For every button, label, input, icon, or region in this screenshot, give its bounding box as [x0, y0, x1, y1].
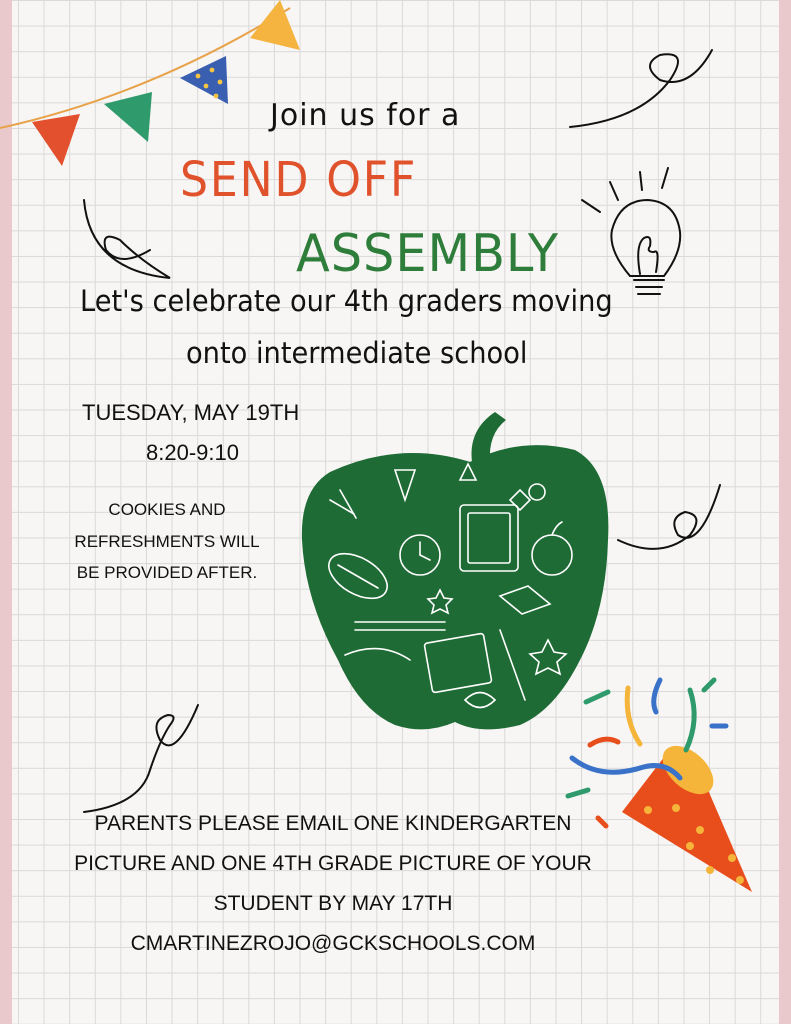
swirl-icon: [618, 485, 720, 549]
swirl-icon: [84, 705, 198, 812]
intro-text: Join us for a: [270, 98, 461, 133]
swirl-icon: [84, 200, 170, 278]
contact-email: CMARTINEZROJO@GCKSCHOOLS.COM: [130, 932, 536, 955]
subtitle-line-2: onto intermediate school: [186, 336, 528, 370]
apple-icon: [302, 412, 609, 729]
subtitle-line-1: Let's celebrate our 4th graders moving: [80, 284, 613, 318]
event-time: 8:20-9:10: [146, 440, 239, 465]
refreshments-note: COOKIES AND REFRESHMENTS WILL BE PROVIDED AFTER.: [74, 500, 260, 582]
bunting-icon: [0, 0, 300, 166]
lightbulb-icon: [582, 168, 680, 294]
swirl-icon: [570, 50, 712, 127]
parent-request-text: PARENTS PLEASE EMAIL ONE KINDERGARTEN PICTURE AND ONE 4TH GRADE PICTURE OF YOUR STUDENT BY MAY 17TH: [74, 812, 592, 915]
event-date: TUESDAY, MAY 19TH: [82, 400, 300, 425]
title-assembly: ASSEMBLY: [296, 224, 559, 284]
parent-request: [60, 804, 606, 964]
title-send-off: SEND OFF: [180, 152, 418, 208]
